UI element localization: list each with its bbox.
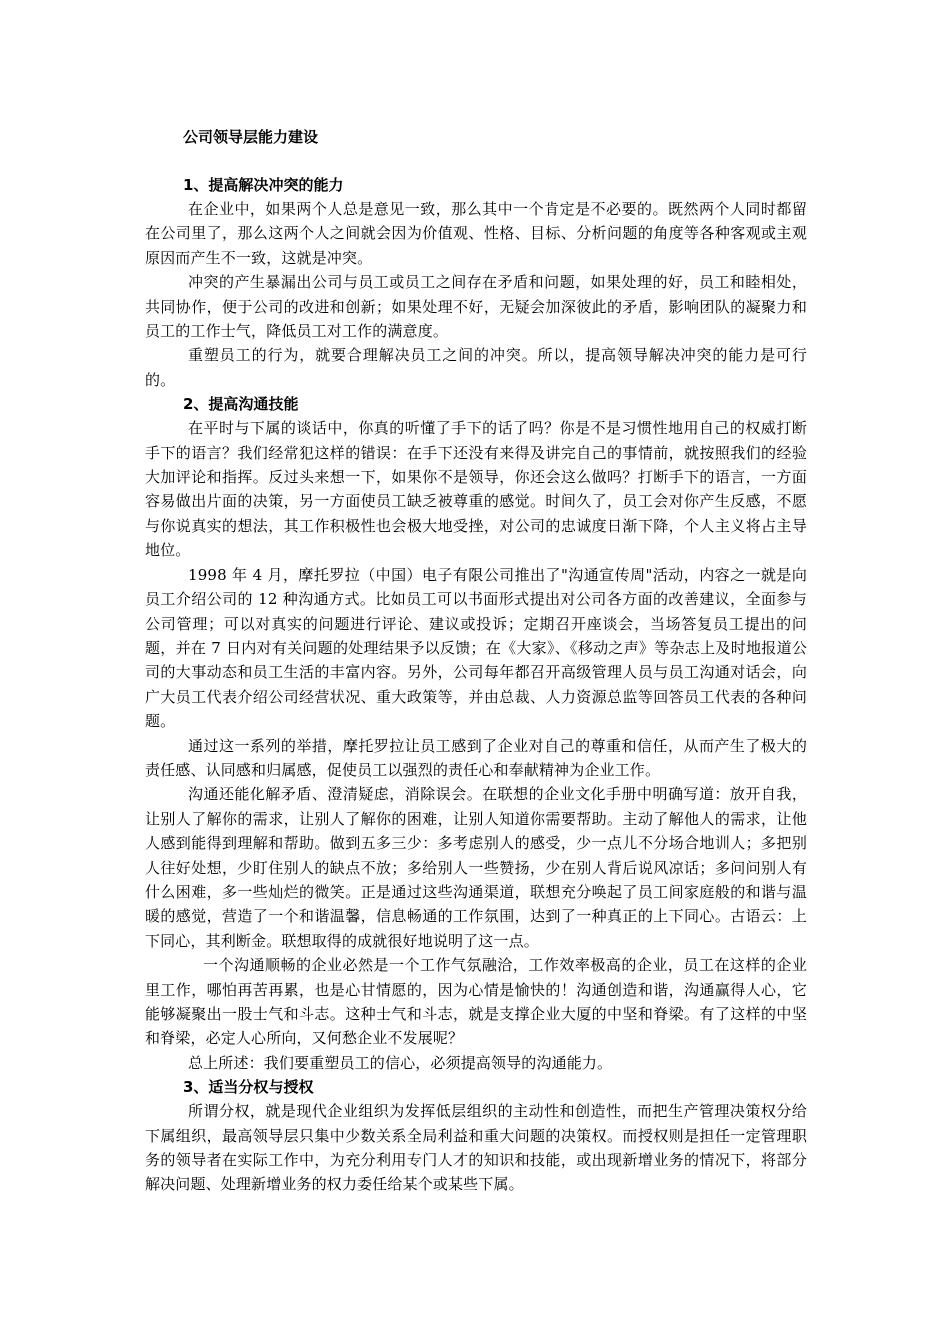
title-spacer [145, 149, 807, 173]
section-2-paragraph-4: 沟通还能化解矛盾、澄清疑虑，消除误会。在联想的企业文化手册中明确写道：放开自我，让别人了解你的需求，让别人了解你的困难，让别人知道你需要帮助。主动了解他人的需求，让他人感到能得到理解和帮助。做到五多三少：多考虑别人的感受，少一点儿不分场合地训人；多把别人往好处想，少盯住别人的缺点不放；多给别人一些赞扬，少在别人背后说风凉话；多问问别人有什么困难，多一些灿烂的微笑。正是通过这些沟通渠道，联想充分唤起了员工间家庭般的和谐与温暖的感觉，营造了一个和谐温馨，信息畅通的工作氛围，达到了一种真正的上下同心。古语云：上下同心，其利断金。联想取得的成就很好地说明了这一点。 [145, 785, 807, 950]
section-2-paragraph-2: 1998 年 4 月，摩托罗拉（中国）电子有限公司推出了"沟通宣传周"活动，内容之一就是向员工介绍公司的 12 种沟通方式。比如员工可以书面形式提出对公司各方面的改善建议，全面参与公司管理；可以对真实的问题进行评论、建议或投诉；定期召开座谈会，当场答复员工提出的问题，并在 7 日内对有关问题的处理结果予以反馈；在《大家》、《移动之声》等杂志上及时地报道公司的大事动态和员工生活的丰富内容。另外，公司每年都召开高级管理人员与员工沟通对话会，向广大员工代表介绍公司经营状况、重大政策等，并由总裁、人力资源总监等回答员工代表的各种问题。 [145, 565, 807, 731]
section-1-paragraph-1: 在企业中，如果两个人总是意见一致，那么其中一个肯定是不必要的。既然两个人同时都留在公司里了，那么这两个人之间就会因为价值观、性格、目标、分析问题的角度等各种客观或主观原因而产生不一致，这就是冲突。 [145, 200, 807, 267]
section-heading-2: 2、提高沟通技能 [183, 395, 299, 414]
section-heading-1: 1、提高解决冲突的能力 [183, 176, 344, 194]
section-1-paragraph-3: 重塑员工的行为，就要合理解决员工之间的冲突。所以，提高领导解决冲突的能力是可行的。 [145, 346, 807, 389]
section-3-paragraph-1: 所谓分权，就是现代企业组织为发挥低层组织的主动性和创造性，而把生产管理决策权分给下属组织，最高领导层只集中少数关系全局利益和重大问题的决策权。而授权则是担任一定管理职务的领导者在实际工作中，为充分利用专门人才的知识和技能，或出现新增业务的情况下，将部分解决问题、处理新增业务的权力委任给某个或某些下属。 [145, 1102, 807, 1194]
section-2-paragraph-5: 一个沟通顺畅的企业必然是一个工作气氛融洽，工作效率极高的企业，员工在这样的企业里工作，哪怕再苦再累，也是心甘情愿的，因为心情是愉快的！沟通创造和谐，沟通赢得人心，它能够凝聚出一股士气和斗志。这种士气和斗志，就是支撑企业大厦的中坚和脊梁。有了这样的中坚和脊梁，必定人心所向，又何愁企业不发展呢？ [145, 956, 807, 1048]
section-2-paragraph-3: 通过这一系列的举措，摩托罗拉让员工感到了企业对自己的尊重和信任，从而产生了极大的责任感、认同感和归属感，促使员工以强烈的责任心和奉献精神为企业工作。 [145, 736, 807, 779]
document-page [145, 126, 807, 1197]
section-1-paragraph-2: 冲突的产生暴漏出公司与员工或员工之间存在矛盾和问题，如果处理的好，员工和睦相处，共同协作，便于公司的改进和创新；如果处理不好，无疑会加深彼此的矛盾，影响团队的凝聚力和员工的工作士气，降低员工对工作的满意度。 [145, 273, 807, 341]
document-title: 公司领导层能力建设 [183, 128, 319, 146]
section-heading-3: 3、适当分权与授权 [183, 1078, 314, 1097]
section-2-paragraph-1: 在平时与下属的谈话中，你真的听懂了手下的话了吗？你是不是习惯性地用自己的权威打断手下的语言？我们经常犯这样的错误：在手下还没有来得及讲完自己的事情前，就按照我们的经验大加评论和指挥。反过头来想一下，如果你不是领导，你还会这么做吗？打断手下的语言，一方面容易做出片面的决策，另一方面使员工缺乏被尊重的感觉。时间久了，员工会对你产生反感，不愿与你说真实的想法，其工作积极性也会极大地受挫，对公司的忠诚度日渐下降，个人主义将占主导地位。 [145, 419, 807, 560]
section-2-paragraph-6: 总上所述：我们要重塑员工的信心，必须提高领导的沟通能力。 [188, 1053, 613, 1072]
